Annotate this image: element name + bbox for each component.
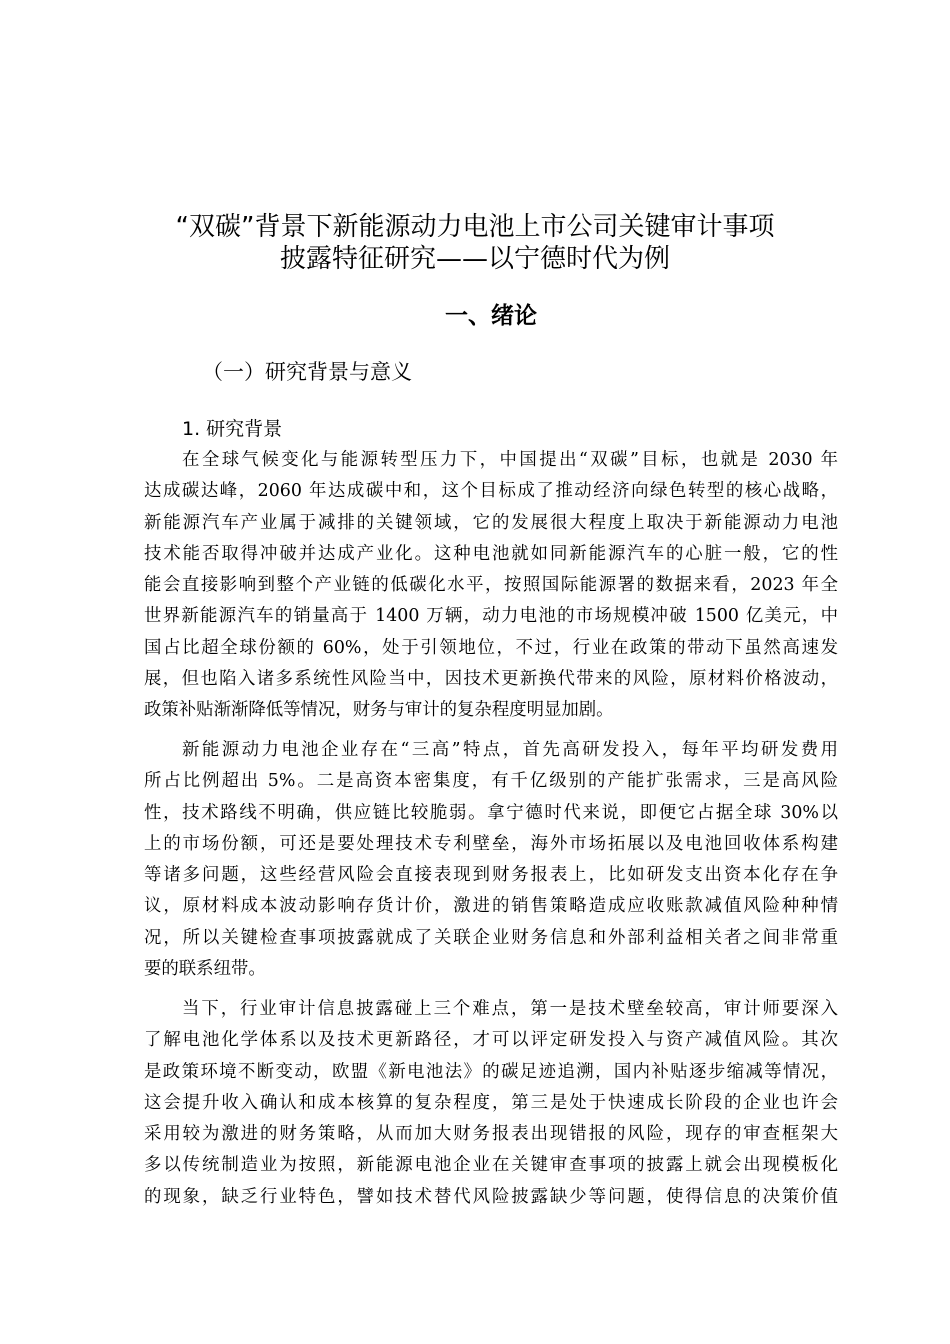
- paragraph-line: 的现象，缺乏行业特色，譬如技术替代风险披露缺少等问题，使得信息的决策价值: [144, 1186, 838, 1207]
- paragraph-line: 国占比超全球份额的 60%，处于引领地位，不过，行业在政策的带动下虽然高速发: [144, 637, 838, 658]
- subsection-heading: （一）研究背景与意义: [202, 360, 412, 384]
- paragraph-line: 要的联系纽带。: [144, 959, 266, 980]
- paragraph-line: 能会直接影响到整个产业链的低碳化水平，按照国际能源署的数据来看，2023 年全: [144, 575, 838, 596]
- subsubsection-heading: 1. 研究背景: [182, 418, 283, 440]
- paragraph-line: 达成碳达峰，2060 年达成碳中和，这个目标成了推动经济向绿色转型的核心战略，: [144, 481, 838, 502]
- paragraph-line: 是政策环境不断变动，欧盟《新电池法》的碳足迹追溯，国内补贴逐步缩减等情况，: [144, 1061, 838, 1082]
- paragraph-line: 况，所以关键检查事项披露就成了关联企业财务信息和外部利益相关者之间非常重: [144, 927, 838, 948]
- paragraph-line: 了解电池化学体系以及技术更新路径，才可以评定研发投入与资产减值风险。其次: [144, 1030, 838, 1051]
- document-title-line-1: “双碳”背景下新能源动力电池上市公司关键审计事项: [175, 212, 775, 242]
- paragraph-line: 在全球气候变化与能源转型压力下，中国提出“双碳”目标，也就是 2030 年: [182, 450, 838, 470]
- paragraph-line: 采用较为激进的财务策略，从而加大财务报表出现错报的风险，现存的审查框架大: [144, 1124, 838, 1145]
- paragraph-line: 上的市场份额，可还是要处理技术专利壁垒，海外市场拓展以及电池回收体系构建: [144, 833, 838, 854]
- paragraph-line: 政策补贴渐渐降低等情况，财务与审计的复杂程度明显加剧。: [144, 700, 614, 721]
- paragraph-line: 新能源汽车产业属于减排的关键领域，它的发展很大程度上取决于新能源动力电池: [144, 512, 838, 533]
- paragraph-line: 这会提升收入确认和成本核算的复杂程度，第三是处于快速成长阶段的企业也许会: [144, 1092, 838, 1113]
- paragraph-3: [144, 994, 838, 1213]
- paragraph-line: 所占比例超出 5%。二是高资本密集度，有千亿级别的产能扩张需求，三是高风险: [144, 771, 838, 792]
- document-title-line-2: 披露特征研究——以宁德时代为例: [279, 244, 670, 274]
- paragraph-line: 展，但也陷入诸多系统性风险当中，因技术更新换代带来的风险，原材料价格波动，: [144, 669, 838, 690]
- paragraph-line: 当下，行业审计信息披露碰上三个难点，第一是技术壁垒较高，审计师要深入: [182, 999, 838, 1019]
- paragraph-line: 等诸多问题，这些经营风险会直接表现到财务报表上，比如研发支出资本化存在争: [144, 865, 838, 886]
- paragraph-line: 新能源动力电池企业存在“三高”特点，首先高研发投入，每年平均研发费用: [182, 740, 838, 760]
- paragraph-line: 技术能否取得冲破并达成产业化。这种电池就如同新能源汽车的心脏一般，它的性: [144, 543, 838, 564]
- section-heading: 一、绪论: [445, 303, 537, 329]
- paragraph-line: 多以传统制造业为按照，新能源电池企业在关键审查事项的披露上就会出现模板化: [144, 1155, 838, 1176]
- paragraph-2: [144, 735, 838, 985]
- paragraph-line: 议，原材料成本波动影响存货计价，激进的销售策略造成应收账款减值风险种种情: [144, 896, 838, 917]
- paragraph-line: 性，技术路线不明确，供应链比较脆弱。拿宁德时代来说，即便它占据全球 30%以: [144, 802, 838, 823]
- paragraph-line: 世界新能源汽车的销量高于 1400 万辆，动力电池的市场规模冲破 1500 亿美元，中: [144, 606, 838, 627]
- paragraph-1: [144, 445, 838, 727]
